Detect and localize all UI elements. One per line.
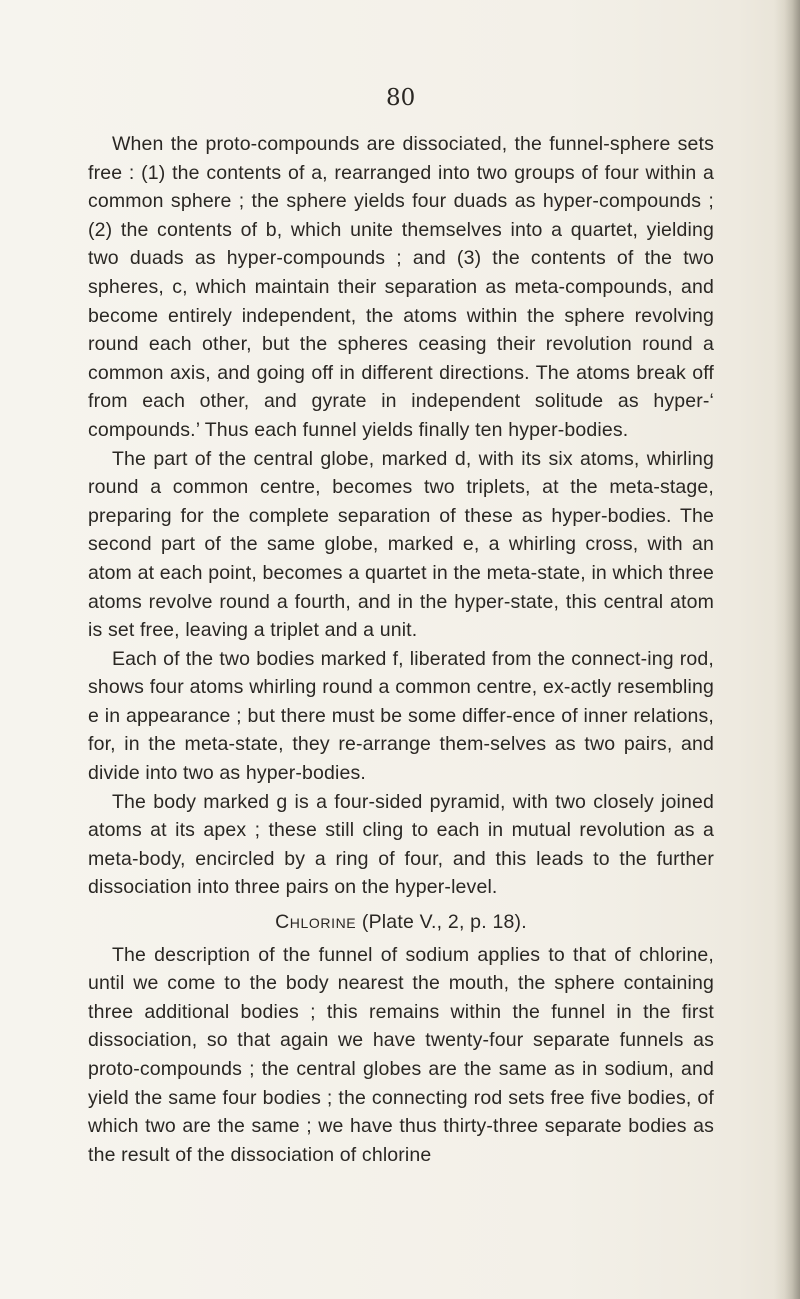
paragraph-funnel-sphere: When the proto-compounds are dissociated, the funnel-sphere sets free : (1) the contents of a, rearranged into two groups of four within a common sphere ; the sphere yields four duads as hyper-compounds ; (2) the contents of b, which unite themselves into a quartet, yielding two duads as hyper-compounds ; and (3) the contents of the two spheres, c, which maintain their separation as meta-compounds, and become entirely independent, the atoms within the sphere revolving round each other, but the spheres ceasing their revolution round a common axis, and going off in different directions. The atoms break off from each other, and gyrate in independent solitude as hyper-‘ compounds.’ Thus each funnel yields finally ten hyper-bodies. [88,133,714,441]
heading-title: Chlorine [275,911,357,934]
paragraph-bodies-f: Each of the two bodies marked f, liberated from the connect-ing rod, shows four atoms whirling round a common centre, ex-actly resembling e in appearance ; but there must be some differ-ence of inner relations, for, in the meta-state, they re-arrange them-selves as two pairs, and divide into two as hyper-bodies. [88,647,714,785]
page-number: 80 [386,85,416,111]
heading-plate-reference: (Plate V., 2, p. 18). [361,911,527,934]
page-edge-shadow [774,0,800,1299]
paragraph-central-globe: The part of the central globe, marked d, with its six atoms, whirling round a common centre, becomes two triplets, at the meta-stage, preparing for the complete separation of these as hyper-bodies. The second part of the same globe, marked e, a whirling cross, with an atom at each point, becomes a quartet in the meta-state, in which three atoms revolve round a fourth, and in the hyper-state, this central atom is set free, leaving a triplet and a unit. [88,447,714,642]
paragraph-chlorine-description: The description of the funnel of sodium applies to that of chlorine, until we come to the body nearest the mouth, the sphere containing three additional bodies ; this remains within the funnel in the first dissociation, so that again we have twenty-four separate funnels as proto-compounds ; the central globes are the same as in sodium, and yield the same four bodies ; the connecting rod sets free five bodies, of which two are the same ; we have thus thirty-three separate bodies as the result of the dissociation of chlorine [88,943,714,1166]
section-heading-chlorine [88,908,714,937]
paragraph-body-g: The body marked g is a four-sided pyramid, with two closely joined atoms at its apex ; these still cling to each in mutual revolution as a meta-body, encircled by a ring of four, and this leads to the further dissociation into three pairs on the hyper-level. [88,790,714,899]
body-text [88,130,714,1169]
